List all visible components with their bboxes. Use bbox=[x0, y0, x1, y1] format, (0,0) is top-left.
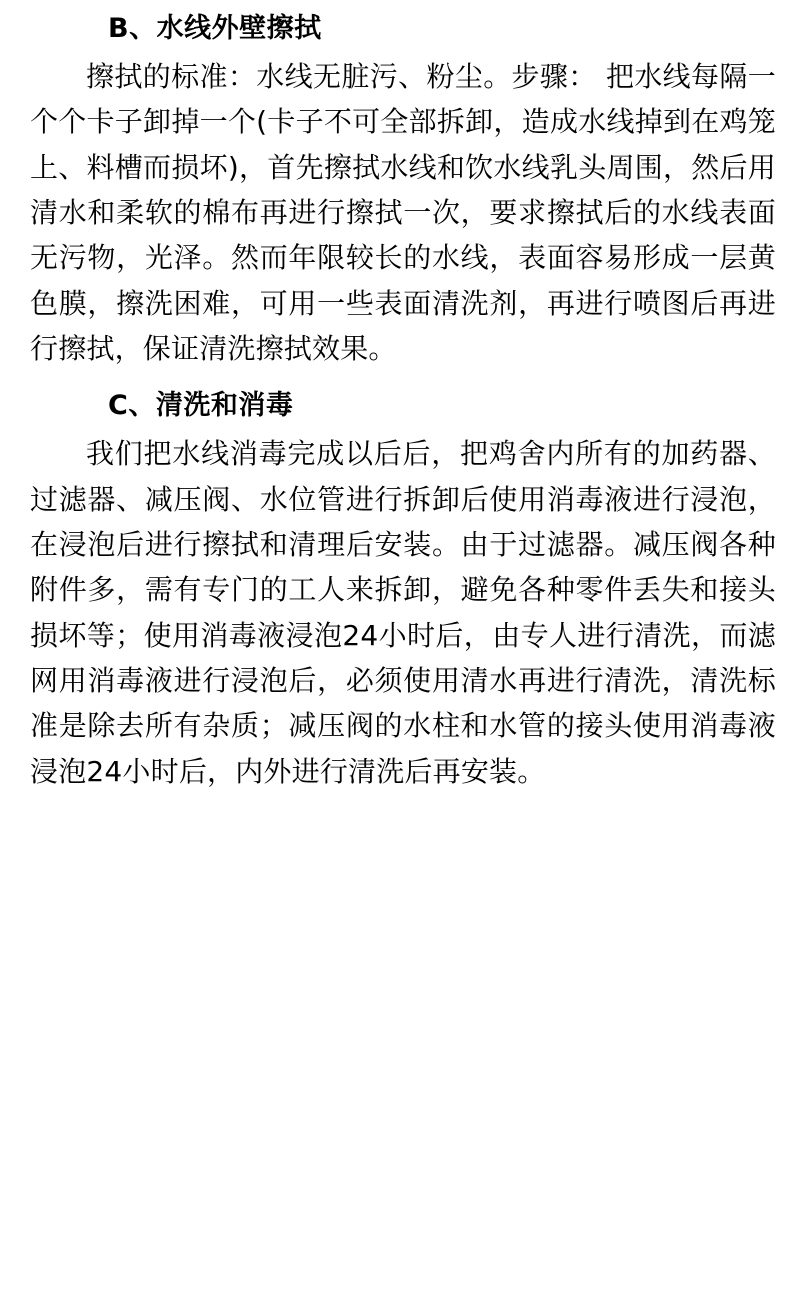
section-b-heading: B、水线外壁擦拭 bbox=[108, 13, 322, 44]
section-c bbox=[30, 385, 776, 794]
section-b bbox=[30, 8, 776, 371]
section-c-paragraph-1: 我们把水线消毒完成以后后，把鸡舍内所有的加药器、过滤器、减压阀、水位管进行拆卸后使用消毒液进行浸泡，在浸泡后进行擦拭和清理后安装。由于过滤器。减压阀各种附件多，需有专门的工人来拆卸，避免各种零件丢失和接头损坏等；使用消毒液浸泡24小时后，由专人进行清洗，而滤网用消毒液进行浸泡后，必须使用清水再进行清洗，清洗标准是除去所有杂质；减压阀的水柱和水管的接头使用消毒液浸泡24小时后，内外进行清洗后再安装。 bbox=[30, 437, 776, 788]
section-c-heading: C、清洗和消毒 bbox=[108, 390, 294, 422]
section-b-paragraph-1: 擦拭的标准：水线无脏污、粉尘。步骤： 把水线每隔一个个卡子卸掉一个(卡子不可全部拆卸，造成水线掉到在鸡笼上、料槽而损坏)，首先擦拭水线和饮水线乳头周围，然后用清水和柔软的棉布再进行擦拭一次，要求擦拭后的水线表面无污物，光泽。然而年限较长的水线，表面容易形成一层黄色膜，擦洗困难，可用一些表面清洗剂，再进行喷图后再进行擦拭，保证清洗擦拭效果。 bbox=[30, 59, 776, 365]
